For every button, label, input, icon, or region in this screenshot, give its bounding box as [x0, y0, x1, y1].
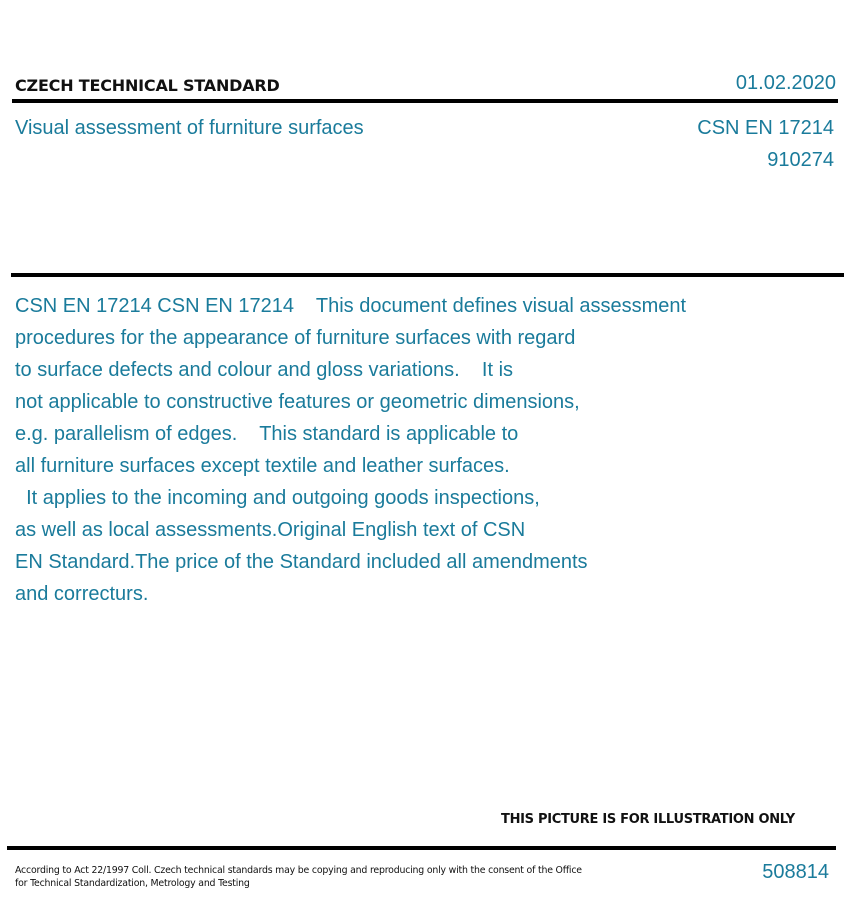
- abstract-line: as well as local assessments.Original English text of CSN: [15, 519, 526, 541]
- section-divider: [11, 273, 844, 277]
- illustration-note: THIS PICTURE IS FOR ILLUSTRATION ONLY: [501, 812, 795, 827]
- abstract-line: e.g. parallelism of edges. This standard is applicable to: [15, 423, 519, 445]
- header-divider: [12, 99, 838, 103]
- document-code: CSN EN 17214: [697, 117, 834, 139]
- abstract-line: CSN EN 17214 CSN EN 17214 This document defines visual assessment: [15, 295, 687, 317]
- standard-type-heading: CZECH TECHNICAL STANDARD: [15, 76, 280, 95]
- document-title: Visual assessment of furniture surfaces: [15, 117, 364, 139]
- abstract-line: not applicable to constructive features or geometric dimensions,: [15, 391, 580, 413]
- abstract-line: It applies to the incoming and outgoing goods inspections,: [15, 487, 540, 509]
- abstract-line: procedures for the appearance of furniture surfaces with regard: [15, 327, 576, 349]
- abstract-line: to surface defects and colour and gloss variations. It is: [15, 359, 514, 381]
- abstract-text: [15, 290, 775, 610]
- footer-divider: [7, 846, 836, 850]
- legal-notice-line: for Technical Standardization, Metrology and Testing: [15, 878, 250, 889]
- abstract-line: EN Standard.The price of the Standard included all amendments: [15, 551, 588, 573]
- legal-notice: [15, 864, 615, 890]
- publication-date: 01.02.2020: [735, 72, 836, 94]
- footer-document-id: 508814: [762, 861, 829, 883]
- abstract-line: and correcturs.: [15, 583, 149, 605]
- abstract-line: all furniture surfaces except textile and leather surfaces.: [15, 455, 510, 477]
- legal-notice-line: According to Act 22/1997 Coll. Czech technical standards may be copying and reproducing only with the consent of the Office: [15, 865, 582, 876]
- catalog-number: 910274: [767, 149, 834, 171]
